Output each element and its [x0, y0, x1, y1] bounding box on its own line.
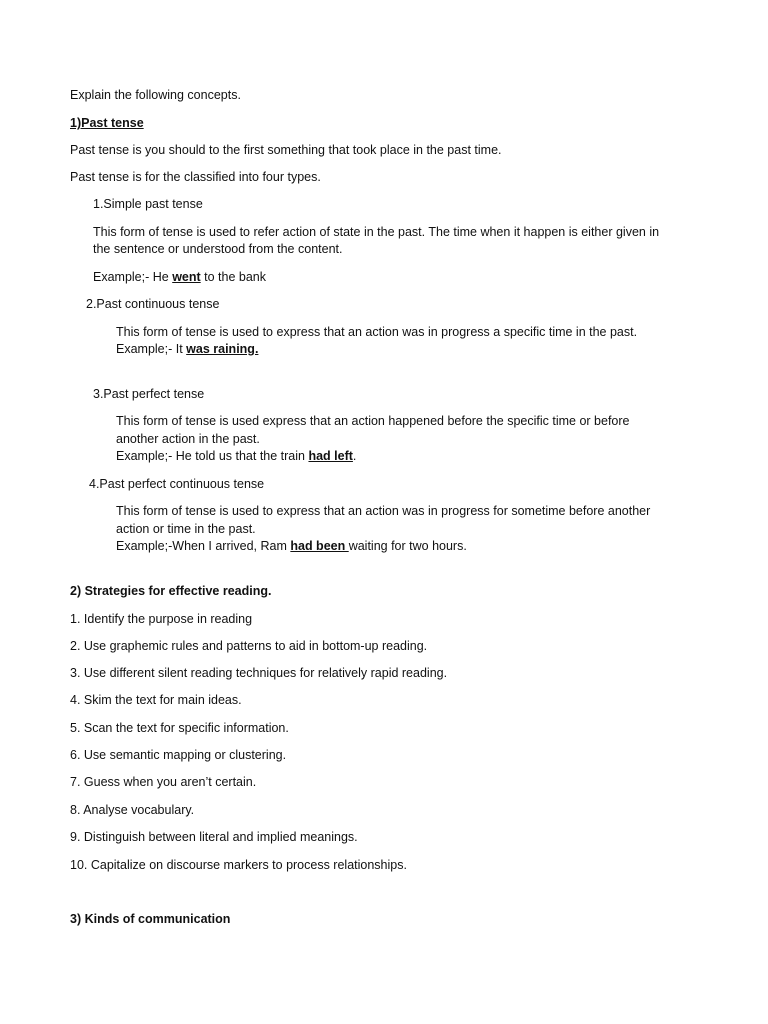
tense-description-line: the sentence or understood from the content. [93, 242, 343, 256]
example-suffix: to the bank [200, 270, 267, 284]
tense-description-line: action or time in the past. [116, 522, 256, 536]
strategy-item: 3. Use different silent reading techniques for relatively rapid reading. [70, 666, 448, 680]
example-keyword: went [172, 270, 201, 284]
tense-description-line: This form of tense is used express that an action happened before the specific time or before [116, 414, 630, 428]
example-prefix: Example;-When I arrived, Ram [116, 539, 291, 553]
example-keyword: was raining. [186, 342, 259, 356]
example-prefix: Example;- It [116, 342, 187, 356]
strategy-item: 8. Analyse vocabulary. [70, 803, 195, 817]
strategy-item: 10. Capitalize on discourse markers to process relationships. [70, 858, 407, 872]
tense-title-past-perfect-continuous: 4.Past perfect continuous tense [89, 477, 265, 491]
tense-description-line: another action in the past. [116, 432, 260, 446]
tense-example [116, 448, 356, 465]
example-keyword: had been [290, 539, 349, 553]
strategy-item: 2. Use graphemic rules and patterns to aid in bottom-up reading. [70, 639, 428, 653]
tense-example [116, 538, 467, 555]
section-heading-strategies: 2) Strategies for effective reading. [70, 584, 272, 598]
example-suffix: . [352, 449, 357, 463]
section-heading-communication: 3) Kinds of communication [70, 912, 231, 926]
strategy-item: 4. Skim the text for main ideas. [70, 693, 242, 707]
past-tense-definition: Past tense is you should to the first something that took place in the past time. [70, 143, 502, 157]
tense-title-past-perfect: 3.Past perfect tense [93, 387, 205, 401]
tense-example [93, 269, 266, 286]
tense-title-past-continuous: 2.Past continuous tense [86, 297, 220, 311]
strategy-item: 9. Distinguish between literal and implied meanings. [70, 830, 358, 844]
strategy-item: 7. Guess when you aren’t certain. [70, 775, 257, 789]
past-tense-classification: Past tense is for the classified into four types. [70, 170, 321, 184]
tense-description-line: This form of tense is used to express that an action was in progress for sometime before another [116, 504, 651, 518]
tense-description-line: This form of tense is used to refer action of state in the past. The time when it happen is either given in [93, 225, 660, 239]
strategy-item: 1. Identify the purpose in reading [70, 612, 253, 626]
tense-example [116, 341, 258, 358]
section-heading-past-tense: 1)Past tense [70, 116, 144, 130]
example-suffix: waiting for two hours. [348, 539, 467, 553]
example-prefix: Example;- He [93, 270, 173, 284]
tense-title-simple-past: 1.Simple past tense [93, 197, 203, 211]
intro-text: Explain the following concepts. [70, 88, 241, 102]
example-keyword: had left [308, 449, 353, 463]
strategy-item: 6. Use semantic mapping or clustering. [70, 748, 287, 762]
tense-description-line: This form of tense is used to express that an action was in progress a specific time in the past. [116, 325, 638, 339]
strategy-item: 5. Scan the text for specific information. [70, 721, 289, 735]
example-prefix: Example;- He told us that the train [116, 449, 309, 463]
